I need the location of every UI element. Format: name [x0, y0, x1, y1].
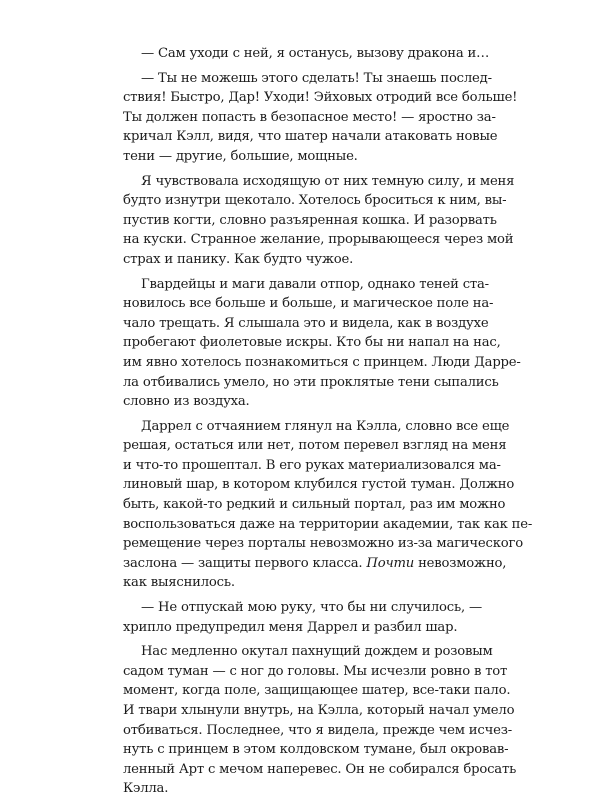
text-line: — Ты не можешь этого сделать! Ты знаешь послед- [141, 70, 492, 86]
paragraph [123, 642, 517, 799]
text-line: ла отбивались умело, но эти проклятые тени сыпались [123, 374, 499, 390]
text-line: быть, какой-то редкий и сильный портал, раз им можно [123, 497, 506, 513]
text-line: чало трещать. Я слышала это и видела, как в воздухе [123, 315, 489, 331]
text-line: и что-то прошептал. В его руках материализовался ма- [123, 457, 501, 473]
text-line: пробегают фиолетовые искры. Кто бы ни напал на нас, [123, 335, 501, 351]
text-line-with-italic [123, 554, 507, 574]
text-line: И твари хлынули внутрь, на Кэлла, который начал умело [123, 703, 515, 718]
text-line: воспользоваться даже на территории академии, так как пе- [123, 516, 533, 532]
text-line: — Сам уходи с ней, я останусь, вызову дракона и… [141, 46, 490, 61]
paragraph [123, 44, 490, 64]
text-line: как выяснилось. [123, 575, 235, 591]
text-line: Гвардейцы и маги давали отпор, однако теней ста- [141, 276, 489, 292]
text-line: кричал Кэлл, видя, что шатер начали атаковать новые [123, 129, 498, 145]
text-line: Я чувствовала исходящую от них темную силу, и меня [141, 173, 515, 189]
text-line: Ты должен попасть в безопасное место! — яростно за- [123, 109, 496, 125]
text-line: словно из воздуха. [123, 394, 250, 410]
text-line: ствия! Быстро, Дар! Уходи! Эйховых отродий все больше! [123, 90, 518, 106]
paragraph [123, 417, 533, 593]
paragraph [123, 598, 482, 637]
text-line: Нас медленно окутал пахнущий дождем и розовым [141, 644, 493, 660]
text-line: нуть с принцем в этом колдовском тумане, был окровав- [123, 742, 509, 758]
text-segment: заслона — защиты первого класса. [123, 555, 363, 571]
text-line: пустив когти, словно разъяренная кошка. И разорвать [123, 212, 497, 228]
text-line: им явно хотелось познакомиться с принцем. Люди Дарре- [123, 354, 521, 370]
text-line: — Не отпускай мою руку, что бы ни случилось, — [141, 600, 482, 616]
text-line: ремещение через порталы невозможно из-за магического [123, 536, 523, 552]
text-line: будто изнутри щекотало. Хотелось броситься к ним, вы- [123, 193, 507, 209]
paragraph [123, 69, 518, 167]
text-line: Кэлла. [123, 781, 169, 797]
text-line: Даррел с отчаянием глянул на Кэлла, словно все еще [141, 418, 510, 434]
page-text [123, 44, 533, 799]
text-line: отбиваться. Последнее, что я видела, прежде чем исчез- [123, 722, 512, 738]
text-line: страх и панику. Как будто чужое. [123, 251, 354, 267]
text-line: линовый шар, в котором клубился густой туман. Должно [123, 477, 515, 493]
text-line: решая, остаться или нет, потом перевел взгляд на меня [123, 438, 507, 454]
text-line: ленный Арт с мечом наперевес. Он не собирался бросать [123, 761, 517, 777]
text-line: тени — другие, большие, мощные. [123, 148, 358, 164]
text-line: момент, когда поле, защищающее шатер, все-таки пало. [123, 683, 511, 699]
italic-word: Почти [366, 555, 415, 571]
text-line: новилось все больше и больше, и магическое поле на- [123, 296, 494, 312]
paragraph [123, 275, 521, 412]
text-line: на куски. Странное желание, прорывающееся через мой [123, 232, 514, 248]
text-line: садом туман — с ног до головы. Мы исчезли ровно в тот [123, 663, 508, 679]
text-segment: невозможно, [414, 555, 507, 571]
paragraph [123, 172, 515, 270]
text-line: хрипло предупредил меня Даррел и разбил шар. [123, 619, 458, 635]
